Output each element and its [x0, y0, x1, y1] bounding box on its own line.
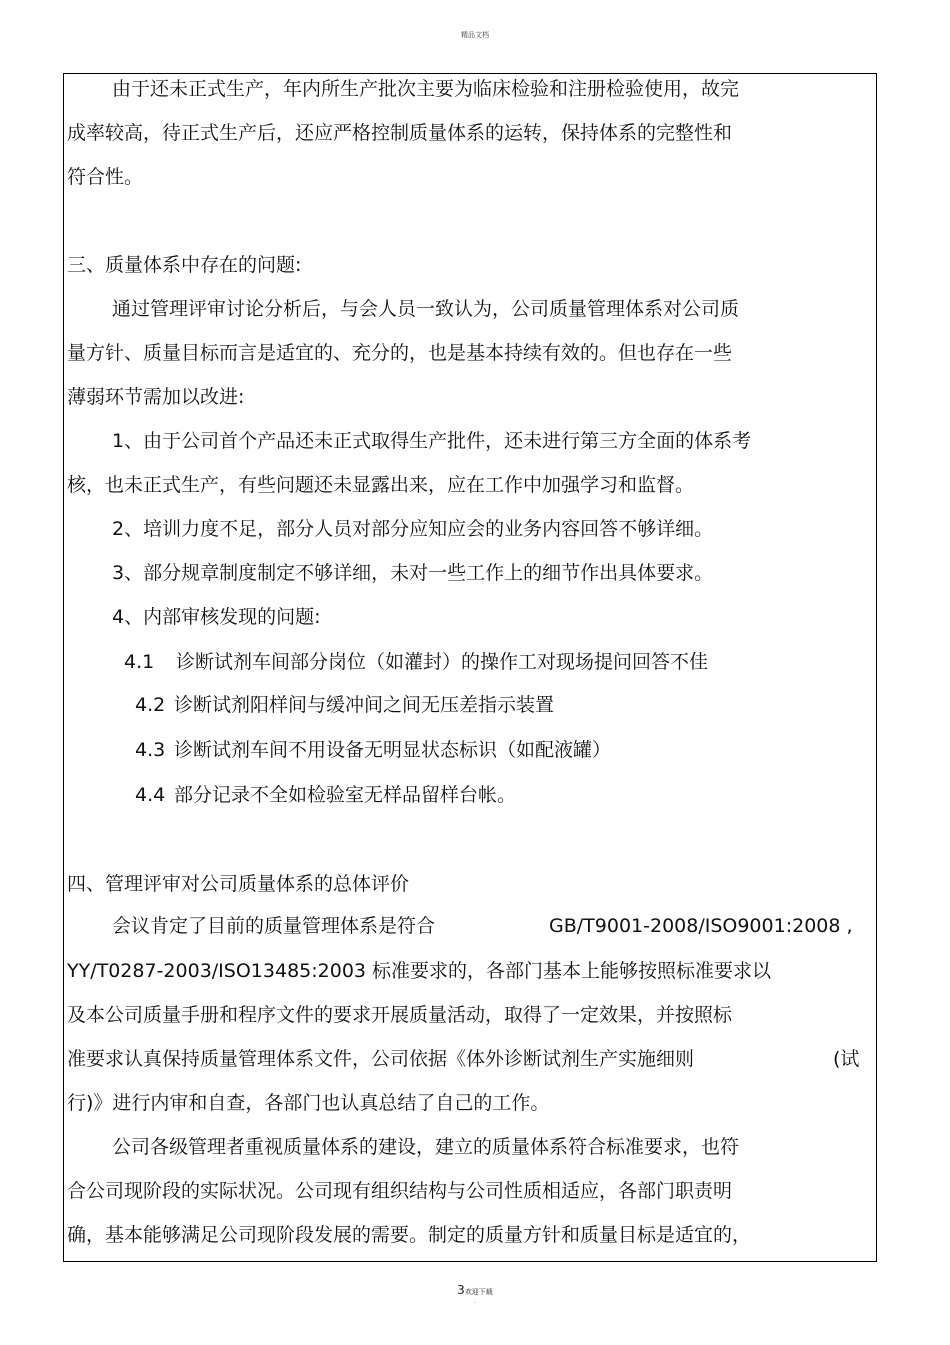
paragraph-line: 合公司现阶段的实际状况。公司现有组织结构与公司性质相适应，各部门职责明: [67, 1180, 733, 1202]
sub-item-text: 诊断试剂车间不用设备无明显状态标识（如配液罐）: [174, 739, 612, 761]
sub-item-text: 部分记录不全如检验室无样品留样台帐。: [174, 784, 517, 806]
sub-item-number: 4.1: [124, 651, 155, 673]
page-footer: [0, 1283, 950, 1297]
paragraph-line-end: (试: [833, 1048, 860, 1070]
paragraph-line: 会议肯定了目前的质量管理体系是符合: [112, 915, 436, 937]
sub-item-text: 诊断试剂阳样间与缓冲间之间无压差指示装置: [174, 694, 555, 716]
list-item-4: 4、内部审核发现的问题:: [112, 606, 321, 628]
paragraph-line: 由于还未正式生产，年内所生产批次主要为临床检验和注册检验使用，故完: [112, 78, 740, 100]
sub-item-number: 4.2: [135, 694, 166, 716]
paragraph-line: 通过管理评审讨论分析后，与会人员一致认为，公司质量管理体系对公司质: [112, 298, 740, 320]
paragraph-line: 准要求认真保持质量管理体系文件，公司依据《体外诊断试剂生产实施细则: [67, 1048, 695, 1070]
paragraph-line: 量方针、质量目标而言是适宜的、充分的，也是基本持续有效的。但也存在一些: [67, 342, 733, 364]
paragraph-line-standard: GB/T9001-2008/ISO9001:2008 ,: [549, 915, 853, 937]
paragraph-line: 确，基本能够满足公司现阶段发展的需要。制定的质量方针和质量目标是适宜的，: [67, 1224, 752, 1246]
paragraph-line: 公司各级管理者重视质量体系的建设，建立的质量体系符合标准要求，也符: [112, 1136, 740, 1158]
section-heading-3: 三、质量体系中存在的问题:: [67, 254, 302, 276]
paragraph-line: 符合性。: [67, 166, 144, 188]
sub-item-number: 4.4: [135, 784, 166, 806]
footer-label: 欢迎下载: [464, 1288, 493, 1296]
paragraph-line: 及本公司质量手册和程序文件的要求开展质量活动，取得了一定效果，并按照标: [67, 1004, 733, 1026]
paragraph-line: 成率较高，待正式生产后，还应严格控制质量体系的运转，保持体系的完整性和: [67, 122, 733, 144]
list-item-1-cont: 核，也未正式生产，有些问题还未显露出来，应在工作中加强学习和监督。: [67, 474, 695, 496]
list-item-1: 1、由于公司首个产品还未正式取得生产批件，还未进行第三方全面的体系考: [112, 430, 752, 452]
sub-item-text: 诊断试剂车间部分岗位（如灌封）的操作工对现场提问回答不佳: [176, 651, 709, 673]
paragraph-line: YY/T0287-2003/ISO13485:2003 标准要求的，各部门基本上能够按照标准要求以: [67, 960, 772, 982]
page-number: 3: [457, 1283, 465, 1297]
footer-dot: .: [474, 1298, 476, 1305]
header-watermark: 精品文档: [461, 31, 489, 39]
paragraph-line: 薄弱环节需加以改进:: [67, 386, 245, 408]
section-heading-4: 四、管理评审对公司质量体系的总体评价: [67, 873, 410, 895]
sub-item-number: 4.3: [135, 739, 166, 761]
paragraph-line: 行)》进行内审和自查，各部门也认真总结了自己的工作。: [67, 1092, 550, 1114]
list-item-3: 3、部分规章制度制定不够详细，未对一些工作上的细节作出具体要求。: [112, 562, 714, 584]
list-item-2: 2、培训力度不足，部分人员对部分应知应会的业务内容回答不够详细。: [112, 518, 714, 540]
